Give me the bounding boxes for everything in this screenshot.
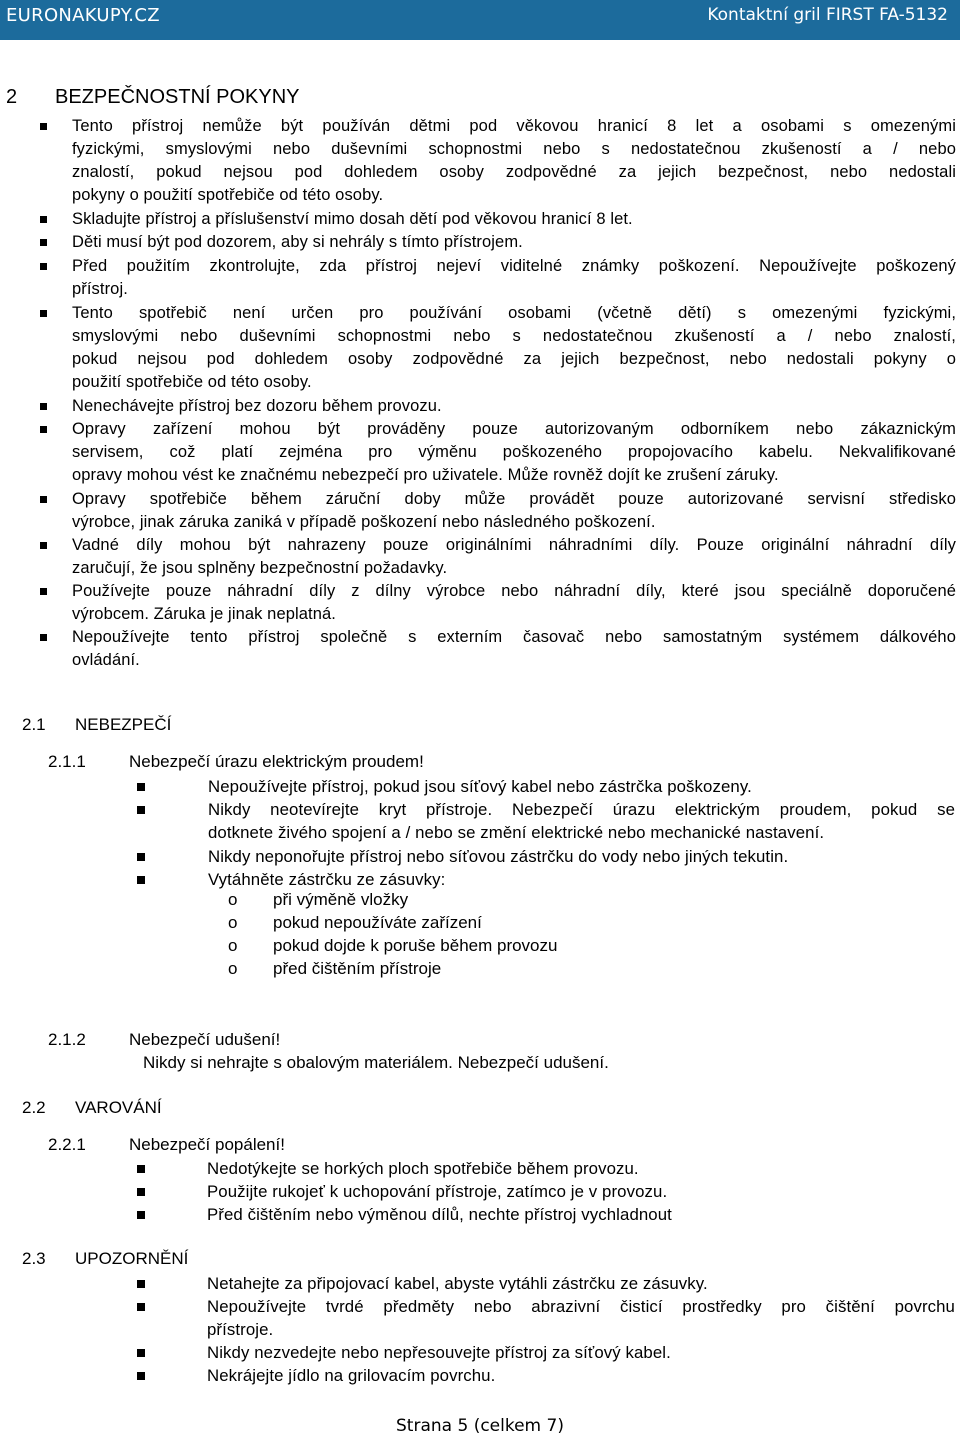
subsection-number: 2.3 xyxy=(22,1249,46,1268)
bullet-icon xyxy=(137,853,145,861)
circle-bullet-icon: o xyxy=(228,890,238,909)
list-item-line: Tento spotřebič není určen pro používání osobami (včetně dětí) s omezenými fyzickými, xyxy=(72,304,956,322)
circle-bullet-icon: o xyxy=(228,913,238,932)
list-item-line: Tento přístroj nemůže být používán dětmi pod věkovou hranicí 8 let a osobami s omezenými xyxy=(72,117,956,135)
list-item xyxy=(72,255,956,301)
bullet-icon xyxy=(40,588,47,595)
list-item-line: Opravy zařízení mohou být prováděny pouze autorizovaným odborníkem nebo zákaznickým xyxy=(72,420,956,438)
subsection-title: NEBEZPEČÍ xyxy=(75,715,172,734)
bullet-icon xyxy=(137,1349,145,1357)
subsection-number: 2.1 xyxy=(22,715,46,734)
list-item xyxy=(72,626,956,672)
list-item-line: Před čištěním nebo výměnou dílů, nechte přístroj vychladnout xyxy=(207,1205,672,1224)
list-item-line: zaručují, že jsou splněny bezpečnostní požadavky. xyxy=(72,559,448,577)
list-item xyxy=(72,488,956,534)
suffocation-text: Nikdy si nehrajte s obalovým materiálem. Nebezpečí udušení. xyxy=(143,1053,609,1072)
subsubsection-number: 2.1.2 xyxy=(48,1030,86,1049)
subsection-title: VAROVÁNÍ xyxy=(75,1098,162,1117)
list-item-line: Nekrájejte jídlo na grilovacím povrchu. xyxy=(207,1366,496,1385)
list-item-line: Vytáhněte zástrčku ze zásuvky: xyxy=(208,870,446,889)
bullet-icon xyxy=(40,542,47,549)
bullet-icon xyxy=(137,1280,145,1288)
bullet-icon xyxy=(137,1372,145,1380)
subsubsection-title: Nebezpečí popálení! xyxy=(129,1135,285,1154)
site-name: EURONAKUPY.CZ xyxy=(6,5,160,26)
list-item xyxy=(207,1295,955,1341)
list-item xyxy=(208,775,955,798)
list-item-line: použití spotřebiče od této osoby. xyxy=(72,373,312,391)
page-number: Strana 5 (celkem 7) xyxy=(396,1416,564,1436)
list-item-line: Skladujte přístroj a příslušenství mimo dosah dětí pod věkovou hranicí 8 let. xyxy=(72,210,633,228)
list-item-line: Opravy spotřebiče během záruční doby může provádět pouze autorizované servisní středisko xyxy=(72,490,956,508)
list-item-line: servisem, což platí zejména pro výměnu poškozeného propojovacího kabelu. Nekvalifikované xyxy=(72,443,956,461)
list-item xyxy=(72,231,956,254)
list-item-line: výrobcem. Záruka je jinak neplatná. xyxy=(72,605,336,623)
subsubsection-title: Nebezpečí úrazu elektrickým proudem! xyxy=(129,752,424,771)
list-item-line: přístroj. xyxy=(72,280,128,298)
bullet-icon xyxy=(40,216,47,223)
list-item-line: výrobce, jinak záruka zaniká v případě poškození nebo následného poškození. xyxy=(72,513,656,531)
bullet-icon xyxy=(137,1211,145,1219)
list-item xyxy=(207,1157,947,1180)
bullet-icon xyxy=(137,1188,145,1196)
list-item xyxy=(207,1341,955,1364)
list-item-line: pokyny o použití spotřebiče od této osoby. xyxy=(72,186,384,204)
list-item xyxy=(72,534,956,580)
list-subitem: pokud dojde k poruše během provozu xyxy=(273,936,558,955)
list-subitem: při výměně vložky xyxy=(273,890,409,909)
list-item-line: Děti musí být pod dozorem, aby si nehrály s tímto přístrojem. xyxy=(72,233,523,251)
list-item xyxy=(207,1203,947,1226)
list-item-line: opravy mohou vést ke značnému nebezpečí pro uživatele. Může rovněž dojít ke zrušení záruky. xyxy=(72,466,779,484)
list-item xyxy=(208,798,955,844)
bullet-icon xyxy=(137,1165,145,1173)
list-item-line: přístroje. xyxy=(207,1320,274,1339)
list-item xyxy=(72,395,956,418)
list-item-line: Použijte rukojeť k uchopování přístroje, zatímco je v provozu. xyxy=(207,1182,668,1201)
bullet-icon xyxy=(40,310,47,317)
list-item-line: Nikdy neponořujte přístroj nebo síťovou zástrčku do vody nebo jiných tekutin. xyxy=(208,847,789,866)
subsubsection-number: 2.1.1 xyxy=(48,752,86,771)
subsection-title: UPOZORNĚNÍ xyxy=(75,1249,189,1268)
circle-bullet-icon: o xyxy=(228,959,238,978)
bullet-icon xyxy=(137,1303,145,1311)
product-name: Kontaktní gril FIRST FA-5132 xyxy=(707,5,948,25)
list-item-line: Nedotýkejte se horkých ploch spotřebiče během provozu. xyxy=(207,1159,639,1178)
list-item xyxy=(72,208,956,231)
list-item-line: smyslovými nebo duševními schopnostmi nebo s nedostatečnou zkušeností a / nebo znalostí, xyxy=(72,327,956,345)
list-item-line: fyzickými, smyslovými nebo duševními schopnostmi nebo s nedostatečnou zkušeností a / nebo xyxy=(72,140,956,158)
list-item xyxy=(72,418,956,487)
list-item xyxy=(208,845,955,868)
list-item-line: Nepoužívejte tento přístroj společně s externím časovač nebo samostatným systémem dálkového xyxy=(72,628,956,646)
subsubsection-number: 2.2.1 xyxy=(48,1135,86,1154)
page-header-bar xyxy=(0,0,960,40)
bullet-icon xyxy=(137,783,145,791)
bullet-icon xyxy=(137,806,145,814)
subsubsection-title: Nebezpečí udušení! xyxy=(129,1030,281,1049)
list-item-line: ovládání. xyxy=(72,651,140,669)
list-item-line: dotknete živého spojení a / nebo se změní elektrické nebo mechanické nastavení. xyxy=(208,823,825,842)
bullet-icon xyxy=(40,239,47,246)
bullet-icon xyxy=(40,403,47,410)
list-item-line: Nikdy nezvedejte nebo nepřesouvejte přístroj za síťový kabel. xyxy=(207,1343,671,1362)
subsection-number: 2.2 xyxy=(22,1098,46,1117)
bullet-icon xyxy=(40,496,47,503)
circle-bullet-icon: o xyxy=(228,936,238,955)
bullet-icon xyxy=(40,263,47,270)
list-subitem: pokud nepoužíváte zařízení xyxy=(273,913,482,932)
list-item xyxy=(207,1364,955,1387)
list-subitem: před čištěním přístroje xyxy=(273,959,442,978)
list-item-line: Nikdy neotevírejte kryt přístroje. Nebezpečí úrazu elektrickým proudem, pokud se xyxy=(208,800,955,819)
list-item-line: pokud nejsou pod dohledem osoby zodpovědné za jejich bezpečnost, nebo nedostali pokyny o xyxy=(72,350,956,368)
section-number: 2 xyxy=(6,86,18,108)
list-item xyxy=(72,302,956,394)
list-item xyxy=(207,1180,947,1203)
list-item-line: Nepoužívejte přístroj, pokud jsou síťový kabel nebo zástrčka poškozeny. xyxy=(208,777,752,796)
bullet-icon xyxy=(40,634,47,641)
list-item xyxy=(72,580,956,626)
list-item xyxy=(208,868,955,891)
bullet-icon xyxy=(40,123,47,130)
list-item-line: Netahejte za připojovací kabel, abyste vytáhli zástrčku ze zásuvky. xyxy=(207,1274,708,1293)
bullet-icon xyxy=(40,426,47,433)
list-item-line: Vadné díly mohou být nahrazeny pouze originálními náhradními díly. Pouze originální náhradní díly xyxy=(72,536,956,554)
list-item xyxy=(72,115,956,207)
list-item-line: Nepoužívejte tvrdé předměty nebo abrazivní čisticí prostředky pro čištění povrchu xyxy=(207,1297,955,1316)
list-item-line: Před použitím zkontrolujte, zda přístroj nejeví viditelné známky poškození. Nepoužívejte poškozený xyxy=(72,257,956,275)
list-item-line: Používejte pouze náhradní díly z dílny výrobce nebo náhradní díly, které jsou speciálně doporučené xyxy=(72,582,956,600)
section-title: BEZPEČNOSTNÍ POKYNY xyxy=(55,86,300,108)
bullet-icon xyxy=(137,876,145,884)
list-item xyxy=(207,1272,955,1295)
list-item-line: Nenechávejte přístroj bez dozoru během provozu. xyxy=(72,397,442,415)
list-item-line: znalostí, pokud nejsou pod dohledem osoby zodpovědné za jejich bezpečnost, nebo nedostali xyxy=(72,163,956,181)
